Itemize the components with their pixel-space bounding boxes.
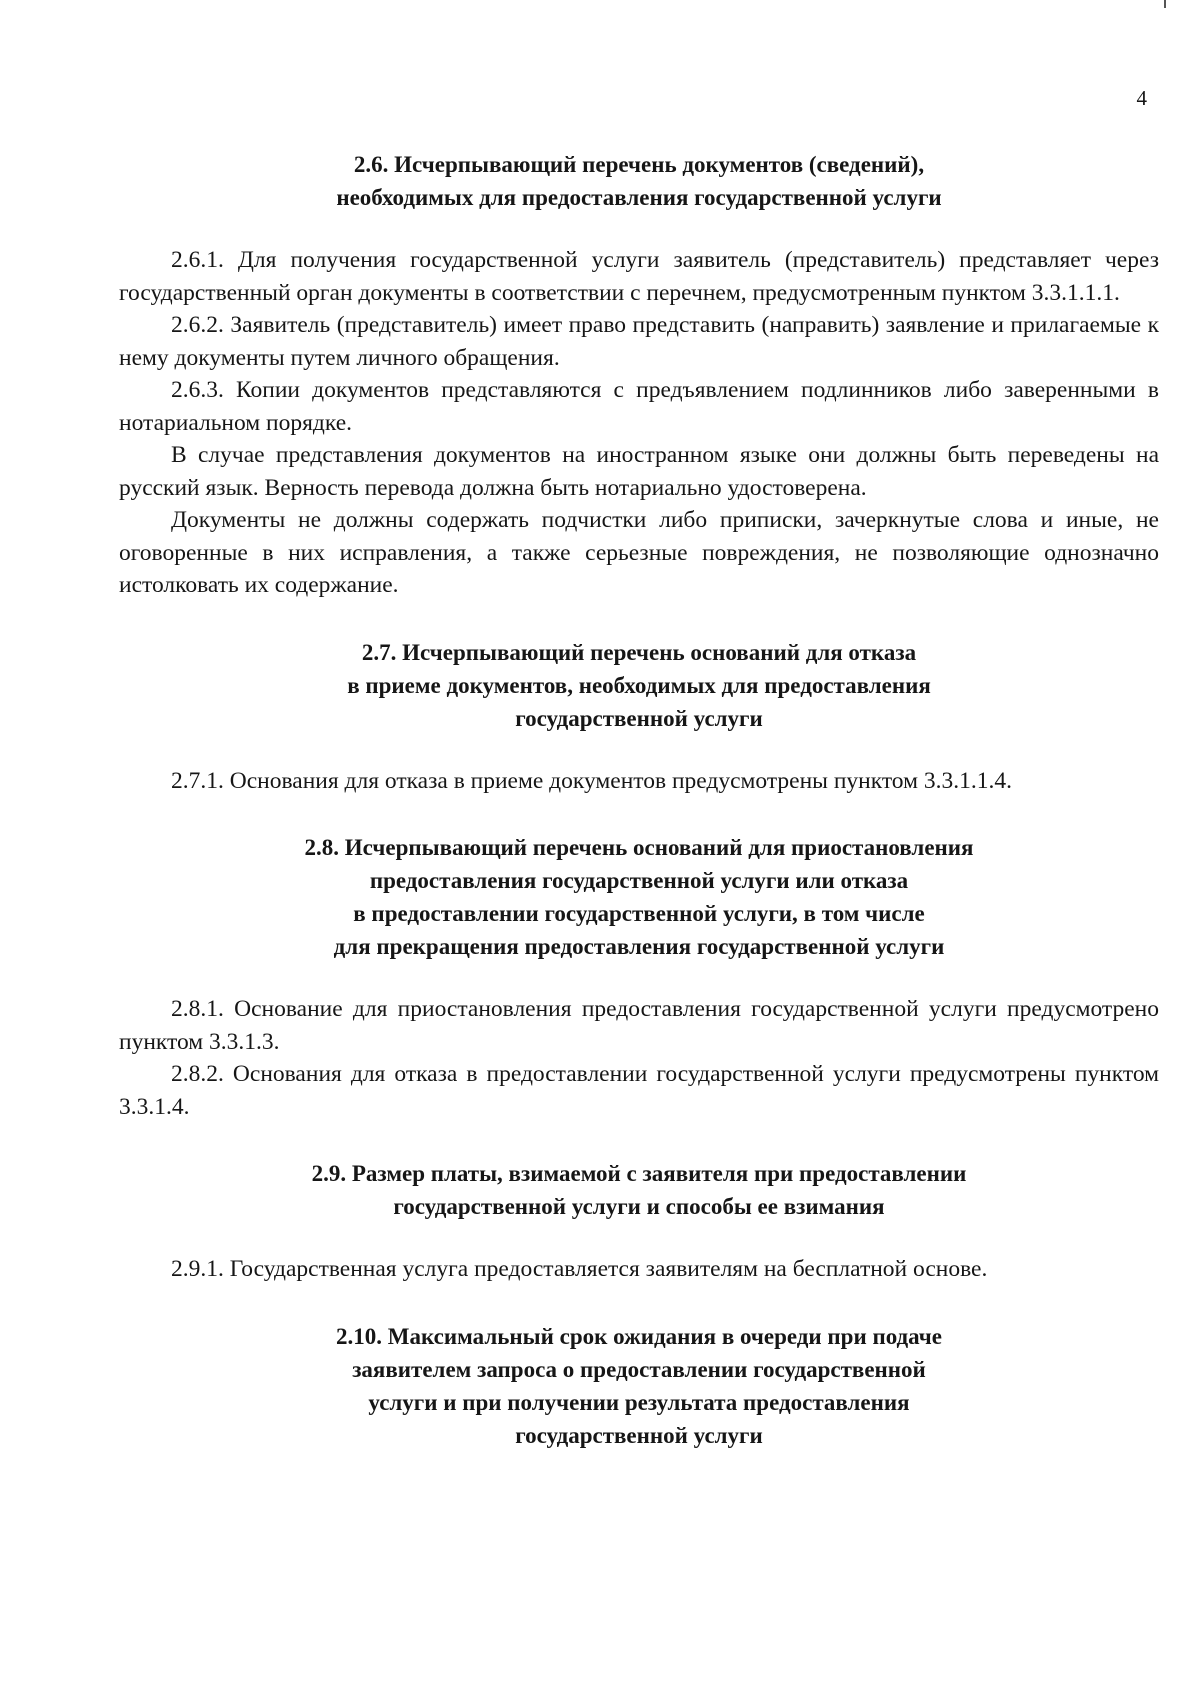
spacer [119,1286,1159,1320]
heading-line: в приеме документов, необходимых для предоставления [347,672,931,698]
paragraph-2-9-1: 2.9.1. Государственная услуга предоставляется заявителям на бесплатной основе. [171,1256,988,1282]
paragraph-foreign-language: В случае представления документов на иностранном языке они должны быть переведены на русский язык. Верность перевода должна быть нотариально удостоверена. [119,442,1159,501]
heading-line: предоставления государственной услуги или отказа [369,868,909,893]
spacer [119,797,1159,831]
scan-edge-mark [1164,0,1166,8]
heading-line: для прекращения предоставления государственной услуги [333,934,945,959]
heading-line: государственной услуги [515,1422,763,1448]
section-heading-2-10 [119,1320,1159,1452]
heading-line: услуги и при получении результата предоставления [368,1389,910,1415]
heading-line: 2.10. Максимальный срок ожидания в очереди при подаче [336,1323,942,1349]
heading-line: государственной услуги [515,705,763,731]
paragraph-2-6-1: 2.6.1. Для получения государственной услуги заявитель (представитель) представляет через государственный орган документы в соответствии с перечнем, предусмотренным пунктом 3.3.1.1.1. [119,247,1159,306]
heading-line: 2.8. Исчерпывающий перечень оснований для приостановления [304,835,974,860]
heading-line: заявителем запроса о предоставлении государственной [352,1356,926,1382]
spacer [119,1223,1159,1253]
section-heading-2-6 [119,148,1159,214]
document-body [119,148,1159,1452]
spacer [119,602,1159,636]
spacer [119,963,1159,993]
heading-line: в предоставлении государственной услуги, в том числе [353,901,925,926]
paragraph-2-8-2: 2.8.2. Основания для отказа в предоставлении государственной услуги предусмотрены пунктом 3.3.1.4. [119,1061,1159,1120]
page-number: 4 [1136,86,1147,110]
paragraph-document-requirements: Документы не должны содержать подчистки либо приписки, зачеркнутые слова и иные, не оговоренные в них исправления, а также серьезные повреждения, не позволяющие однозначно истолковать их содержание. [119,507,1159,598]
section-heading-2-7 [119,636,1159,735]
paragraph-2-6-3: 2.6.3. Копии документов представляются с предъявлением подлинников либо заверенными в нотариальном порядке. [119,377,1159,436]
heading-line: 2.6. Исчерпывающий перечень документов (сведений), [353,152,925,177]
heading-line: 2.7. Исчерпывающий перечень оснований для отказа [361,639,917,665]
paragraph-2-6-2: 2.6.2. Заявитель (представитель) имеет право представить (направить) заявление и прилагаемые к нему документы путем личного обращения. [119,312,1159,371]
section-heading-2-9 [119,1157,1159,1223]
heading-line: государственной услуги и способы ее взимания [393,1194,885,1219]
heading-line: необходимых для предоставления государственной услуги [336,185,942,210]
spacer [119,214,1159,244]
paragraph-2-8-1: 2.8.1. Основание для приостановления предоставления государственной услуги предусмотрено пунктом 3.3.1.3. [119,996,1159,1055]
section-heading-2-8 [119,831,1159,963]
paragraph-2-7-1: 2.7.1. Основания для отказа в приеме документов предусмотрены пунктом 3.3.1.1.4. [171,767,1012,794]
spacer [119,735,1159,765]
heading-line: 2.9. Размер платы, взимаемой с заявителя при предоставлении [311,1161,967,1186]
spacer [119,1123,1159,1157]
